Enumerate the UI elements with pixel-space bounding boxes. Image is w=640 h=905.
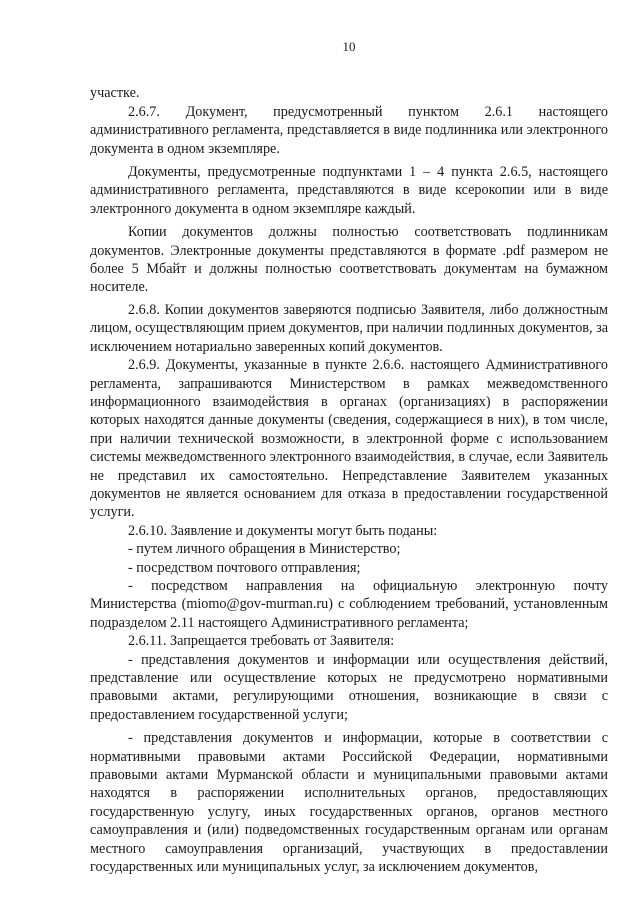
paragraph-2-6-8: 2.6.8. Копии документов заверяются подписью Заявителя, либо должностным лицом, осуществляющим прием документов, при наличии подлинных документов, за исключением нотариально заверенных копий документов. [90,301,608,355]
list-item-prohibited-2: - представления документов и информации, которые в соответствии с нормативными правовыми актами Российской Федерации, нормативными правовыми актами Мурманской области и муниципальными правовыми актами находятся в распоряжении исполнительных органов, предоставляющих государственную услугу, иных государственных органов, органов местного самоуправления и (или) подведомственных государственным органам или органам местного самоуправления организаций, участвующих в предоставлении государственных или муниципальных услуг, за исключением документов, [90,730,608,876]
list-item-personal: - путем личного обращения в Министерство; [128,541,401,558]
paragraph-copies-subpoints: Документы, предусмотренные подпунктами 1 – 4 пункта 2.6.5, настоящего административного регламента, представляются в виде ксерокопии или в виде электронного документа в одном экземпляре каждый. [90,164,608,217]
paragraph-continuation: участке. [90,85,140,102]
list-item-email: - посредством направления на официальную электронную почту Министерства (miomo@gov-murman.ru) с соблюдением требований, установленным подразделом 2.11 настоящего Административного регламента; [90,577,608,631]
page-number: 10 [342,39,356,54]
paragraph-2-6-11: 2.6.11. Запрещается требовать от Заявителя: [128,633,395,650]
paragraph-2-6-7: 2.6.7. Документ, предусмотренный пунктом 2.6.1 настоящего административного регламента, представляется в виде подлинника или электронного документа в одном экземпляре. [90,103,608,157]
list-item-postal: - посредством почтового отправления; [128,559,361,576]
list-item-prohibited-1: - представления документов и информации или осуществления действий, представление или осуществление которых не предусмотрено нормативными правовыми актами, регулирующими отношения, возникающие в связи с предоставлением государственной услуги; [90,651,608,723]
paragraph-2-6-9: 2.6.9. Документы, указанные в пункте 2.6.6. настоящего Административного регламента, запрашиваются Министерством в рамках межведомственного информационного взаимодействия в органах (организациях) в распоряжении которых находятся данные документы (сведения, содержащиеся в них), в том числе, при наличии технической возможности, в электронной форме с использованием системы межведомственного электронного взаимодействия, в случае, если Заявитель не представил их самостоятельно. Непредставление Заявителем указанных документов не является основанием для отказа в предоставлении государственной услуги. [90,357,608,521]
paragraph-copies-requirements: Копии документов должны полностью соответствовать подлинникам документов. Электронные документы представляются в формате .pdf размером не более 5 Мбайт и должны полностью соответствовать документам на бумажном носителе. [90,224,608,296]
paragraph-2-6-10: 2.6.10. Заявление и документы могут быть поданы: [128,522,438,539]
